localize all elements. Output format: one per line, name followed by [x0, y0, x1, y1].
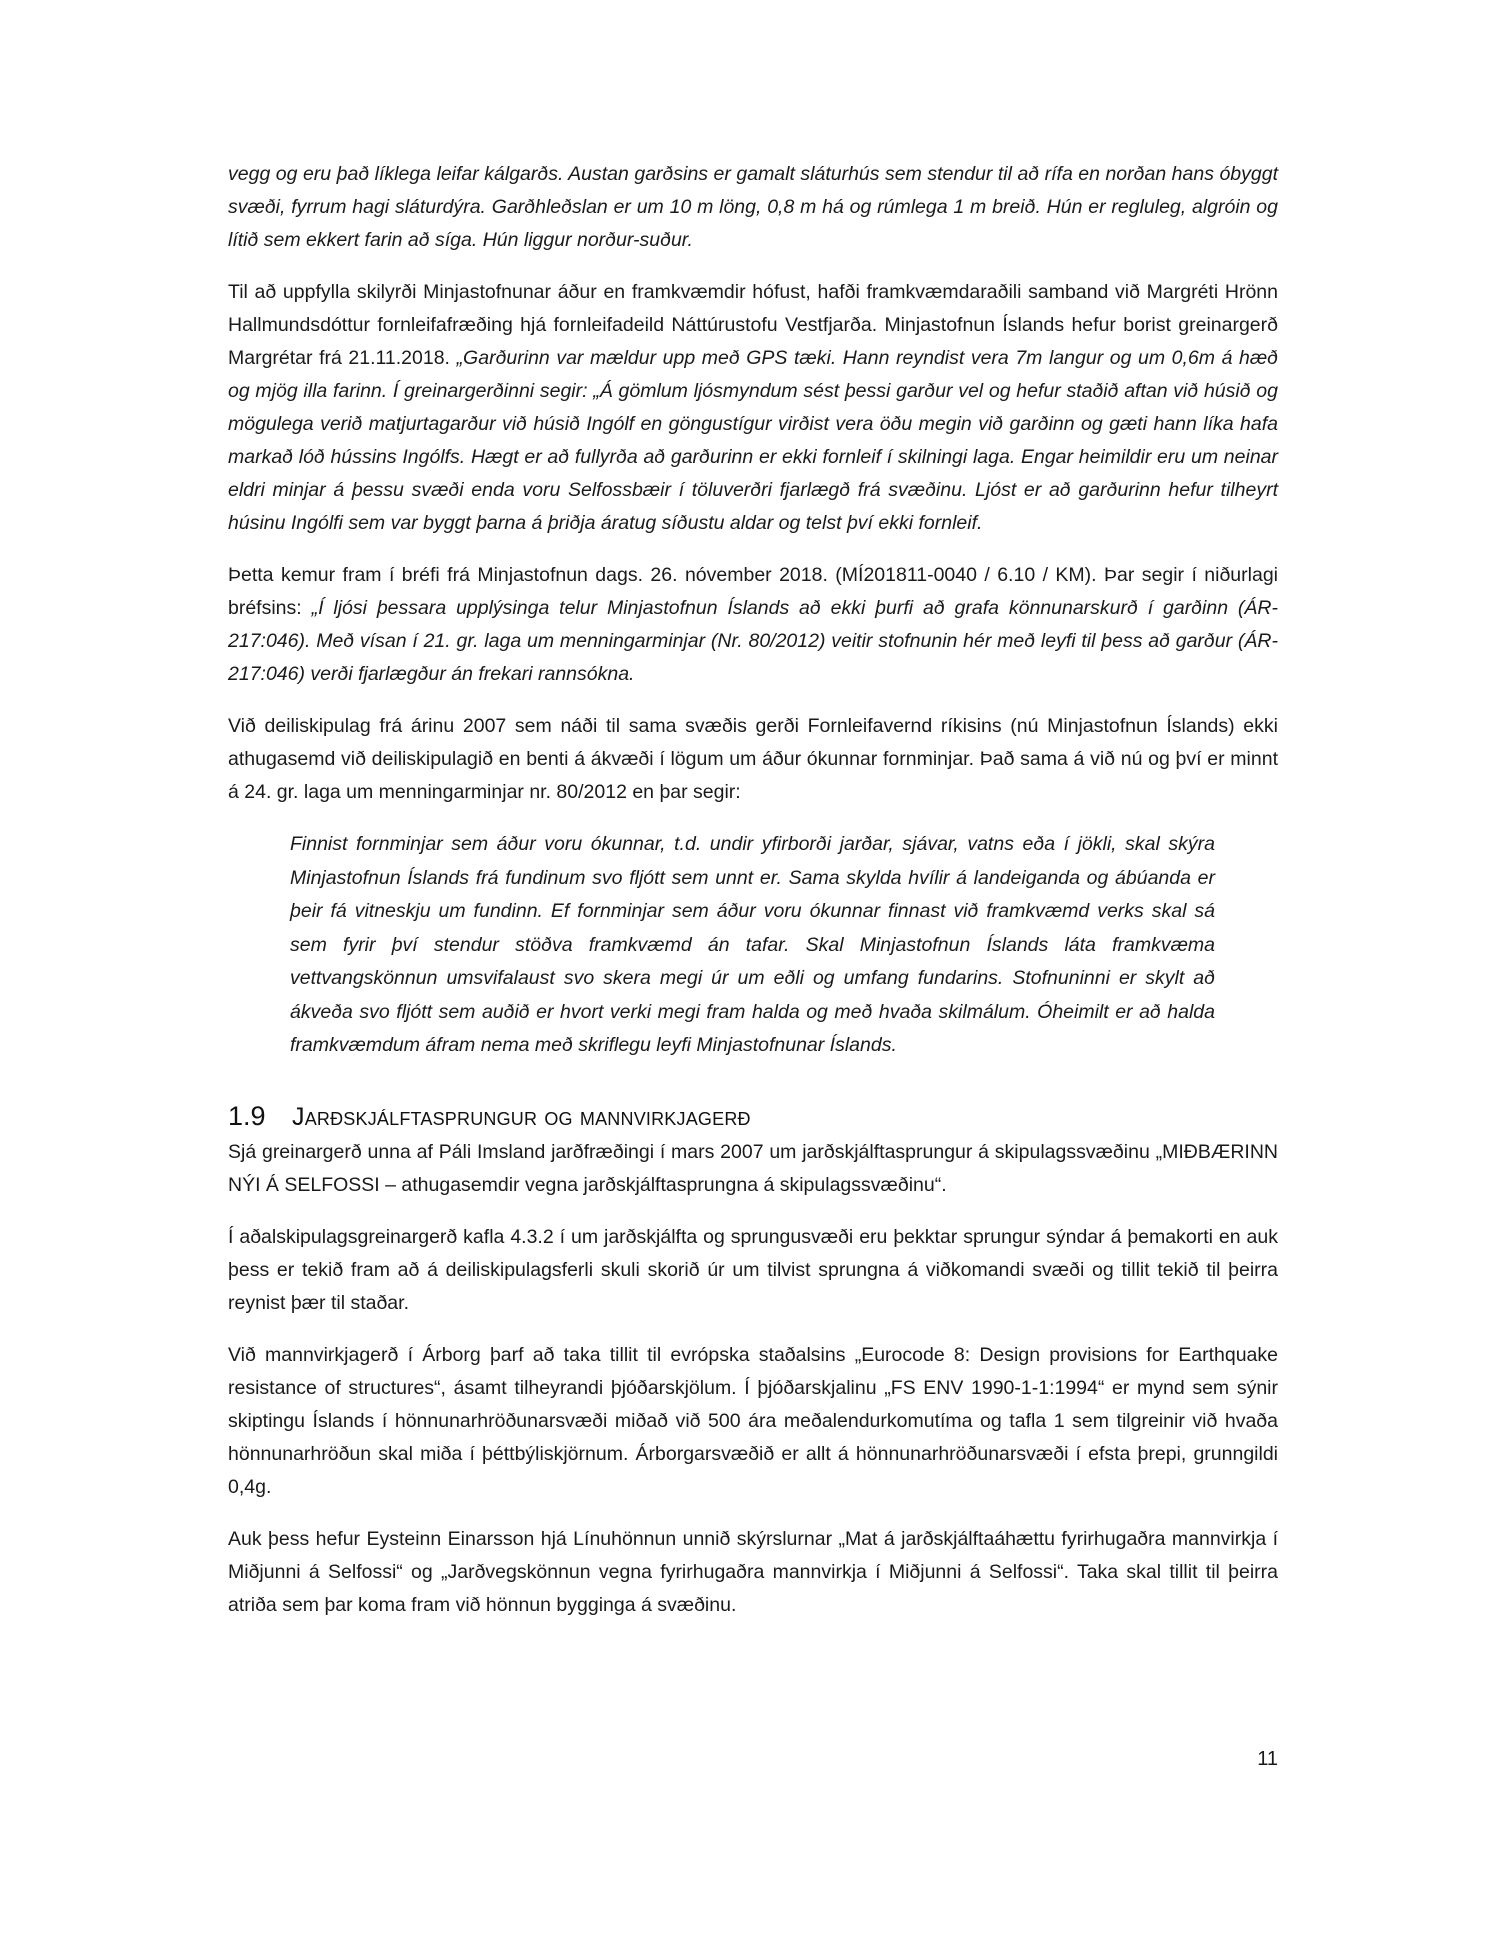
page-content [228, 158, 1278, 1641]
letter-quote-text: „Í ljósi þessara upplýsinga telur Minjastofnun Íslands að ekki þurfi að grafa könnunarskurð í garðinn (ÁR-217:046). Með vísan í 21. gr. laga um menningarminjar (Nr. 80/2012) veitir stofnunin hér með leyfi til þess að garður (ÁR-217:046) verði fjarlægður án frekari rannsókna. [228, 597, 1278, 685]
paragraph-archaeology-report [228, 276, 1278, 540]
letter-intro-text: Þetta kemur fram í bréfi frá Minjastofnun dags. 26. nóvember 2018. (MÍ201811-0040 / 6.10 / KM). Þar segir í niðurlagi bréfsins: [228, 564, 1278, 619]
paragraph-imsland-report: Sjá greinargerð unna af Páli Imsland jarðfræðingi í mars 2007 um jarðskjálftasprungur á skipulagssvæðinu „MIÐBÆRINN NÝI Á SELFOSSI – athugasemdir vegna jarðskjálftasprungna á skipulagssvæðinu“. [228, 1140, 1278, 1196]
report-quote-text: „Garðurinn var mældur upp með GPS tæki. Hann reyndist vera 7m langur og um 0,6m á hæð og mjög illa farinn. Í greinargerðinni segir: „Á gömlum ljósmyndum sést þessi garður vel og hefur staðið aftan við húsið og mögulega verið matjurtagarður við húsið Ingólf en göngustígur virðist vera öðu megin við garðinn og gæti hann líka hafa markað lóð hússins Ingólfs. Hægt er að fullyrða að garðurinn er ekki fornleif í skilningi laga. Engar heimildir eru um neinar eldri minjar á þessu svæði enda voru Selfossbæir í töluverðri fjarlægð frá svæðinu. Ljóst er að garðurinn hefur tilheyrt húsinu Ingólfi sem var byggt þarna á þriðja áratug síðustu aldar og telst því ekki fornleif. [228, 347, 1279, 534]
paragraph-minjastofnun-letter [228, 559, 1278, 691]
law-quote-block: Finnist fornminjar sem áður voru ókunnar, t.d. undir yfirborði jarðar, sjávar, vatns eða í jökli, skal skýra Minjastofnun Íslands frá fundinum svo fljótt sem unnt er. Sama skylda hvílir á landeiganda og ábúanda er þeir fá vitneskju um fundinn. Ef fornminjar sem áður voru ókunnar finnast við framkvæmd verks skal sá sem fyrir því stendur stöðva framkvæmd án tafar. Skal Minjastofnun Íslands láta framkvæma vettvangskönnun umsvifalaust svo skera megi úr um eðli og umfang fundarins. Stofnuninni er skylt að ákveða svo fljótt sem auðið er hvort verki megi fram halda og með hvaða skilmálum. Óheimilt er að halda framkvæmdum áfram nema með skriflegu leyfi Minjastofnunar Íslands. [290, 833, 1215, 1056]
section-number: 1.9 [228, 1100, 266, 1131]
section-heading [228, 1097, 1278, 1136]
paragraph-deiliskipulag-2007: Við deiliskipulag frá árinu 2007 sem náði til sama svæðis gerði Fornleifavernd ríkisins (nú Minjastofnun Íslands) ekki athugasemd við deiliskipulagið en benti á ákvæði í lögum um áður ókunnar fornminjar. Það sama á við nú og því er minnt á 24. gr. laga um menningarminjar nr. 80/2012 en þar segir: [228, 715, 1278, 803]
paragraph-einarsson-reports: Auk þess hefur Eysteinn Einarsson hjá Línuhönnun unnið skýrslurnar „Mat á jarðskjálftaáhættu fyrirhugaðra mannvirkja í Miðjunni á Selfossi“ og „Jarðvegskönnun vegna fyrirhugaðra mannvirkja í Miðjunni á Selfossi“. Taka skal tillit til þeirra atriða sem þar koma fram við hönnun bygginga á svæðinu. [228, 1527, 1278, 1616]
paragraph-eurocode: Við mannvirkjagerð í Árborg þarf að taka tillit til evrópska staðalsins „Eurocode 8: Design provisions for Earthquake resistance of structures“, ásamt tilheyrandi þjóðarskjölum. Í þjóðarskjalinu „FS ENV 1990-1-1:1994“ er mynd sem sýnir skiptingu Íslands í hönnunarhröðunarsvæði miðað við 500 ára meðalendurkomutíma og tafla 1 sem tilgreinir við hvaða hönnunarhröðun skal miða í þéttbýliskjörnum. Árborgarsvæðið er allt á hönnunarhröðunarsvæði í efsta þrepi, grunngildi 0,4g. [228, 1343, 1278, 1498]
paragraph-garden-description: vegg og eru það líklega leifar kálgarðs. Austan garðsins er gamalt sláturhús sem stendur til að rífa en norðan hans óbyggt svæði, fyrrum hagi sláturdýra. Garðhleðslan er um 10 m löng, 0,8 m há og rúmlega 1 m breið. Hún er regluleg, algróin og lítið sem ekkert farin að síga. Hún liggur norður-suður. [228, 163, 1278, 251]
section-title: Jarðskjálftasprungur og mannvirkjagerð [292, 1102, 751, 1131]
page-number: 11 [1257, 1748, 1278, 1770]
paragraph-adalskipulag: Í aðalskipulagsgreinargerð kafla 4.3.2 í um jarðskjálfta og sprungusvæði eru þekktar sprungur sýndar á þemakorti en auk þess er tekið fram að á deiliskipulagsferli skuli skorið úr um tilvist sprungna á viðkomandi svæði og tillit tekið til þeirra reynist þær til staðar. [228, 1225, 1278, 1314]
report-intro-text: Til að uppfylla skilyrði Minjastofnunar áður en framkvæmdir hófust, hafði framkvæmdaraðili samband við Margréti Hrönn Hallmundsdóttur fornleifafræðing hjá fornleifadeild Náttúrustofu Vestfjarða. Minjastofnun Íslands hefur borist greinargerð Margrétar frá 21.11.2018. [228, 281, 1278, 369]
